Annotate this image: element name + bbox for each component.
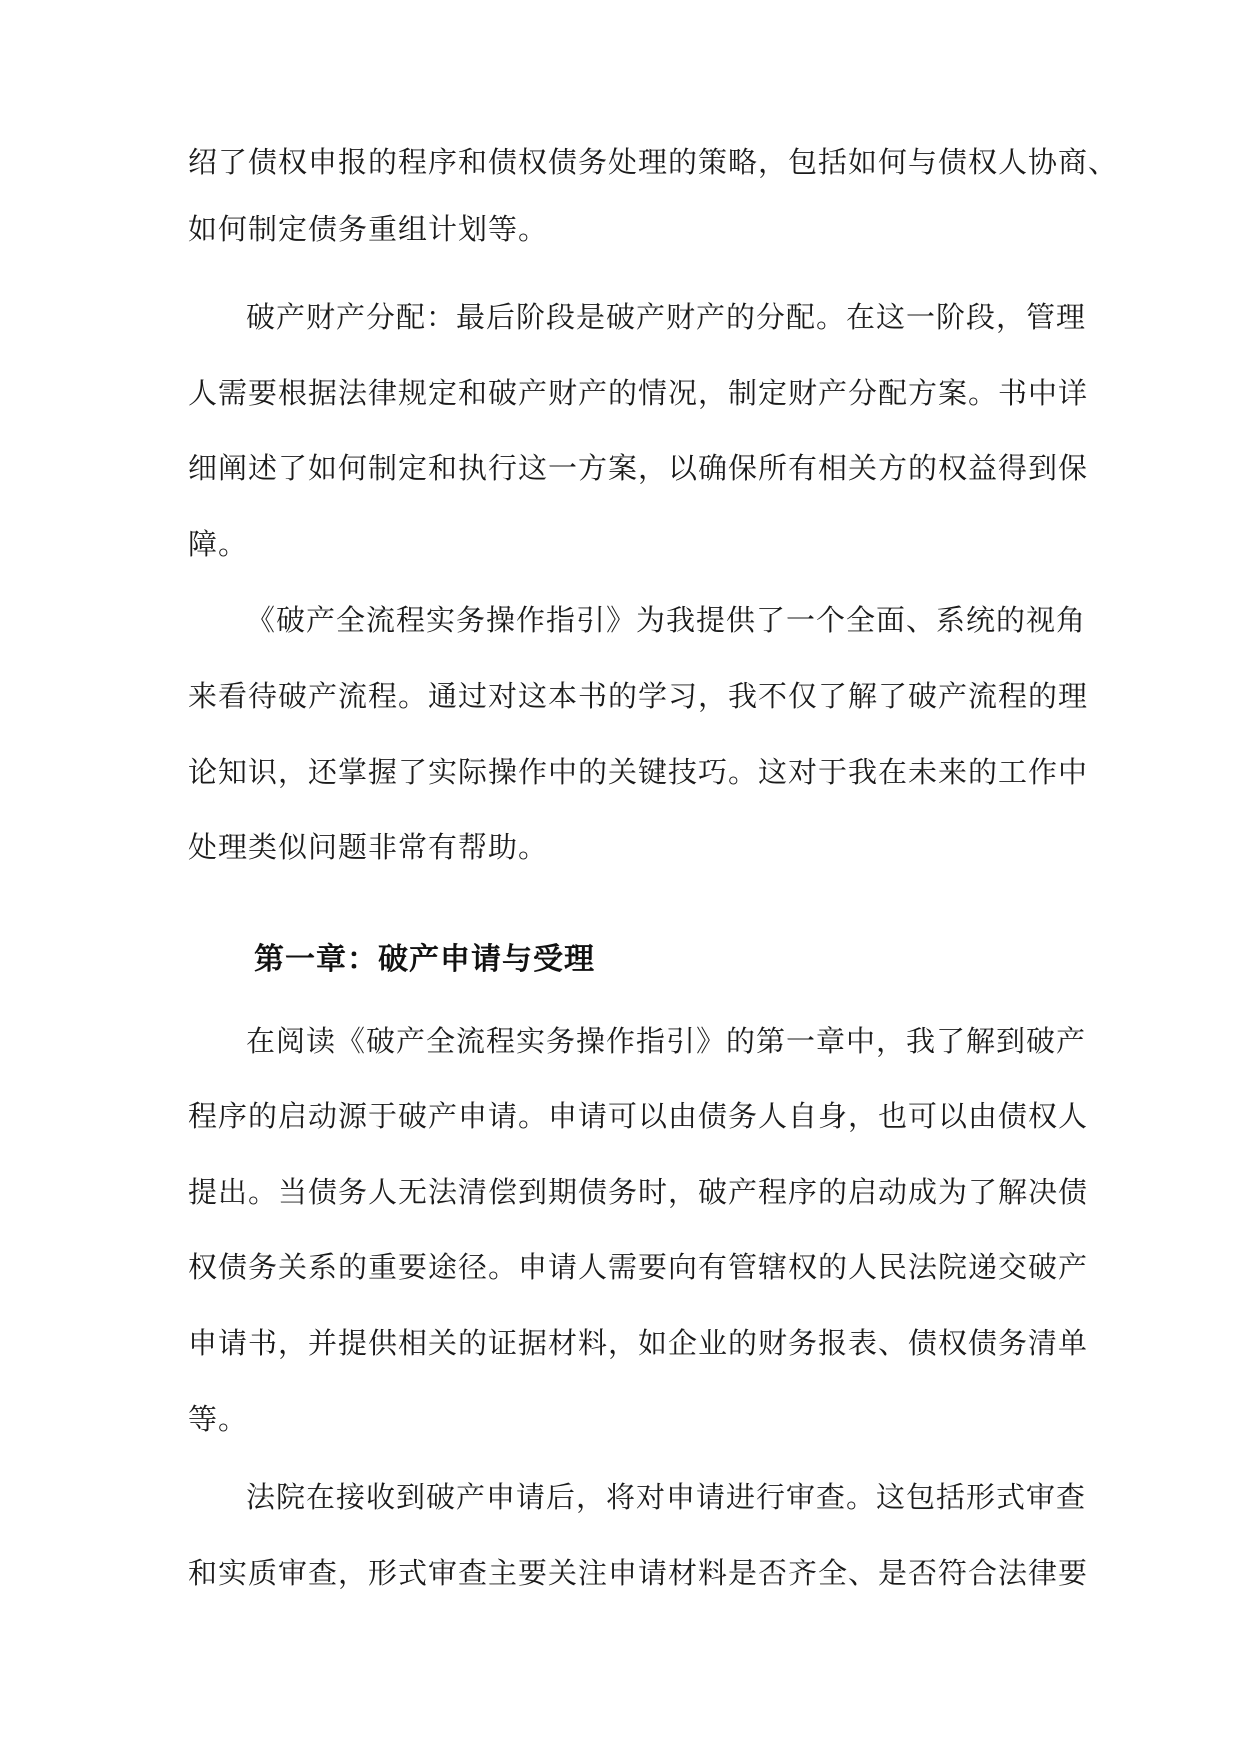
- paragraph-line: 如何制定债务重组计划等。: [188, 212, 549, 246]
- paragraph-line: 权债务关系的重要途径。申请人需要向有管辖权的人民法院递交破产: [188, 1250, 1089, 1284]
- paragraph-line: 法院在接收到破产申请后，将对申请进行审查。这包括形式审查: [246, 1480, 1087, 1514]
- paragraph-line: 绍了债权申报的程序和债权债务处理的策略，包括如何与债权人协商、: [188, 145, 1119, 179]
- paragraph-line: 申请书，并提供相关的证据材料，如企业的财务报表、债权债务清单: [188, 1326, 1089, 1360]
- paragraph-line: 在阅读《破产全流程实务操作指引》的第一章中，我了解到破产: [246, 1024, 1087, 1058]
- paragraph-line: 程序的启动源于破产申请。申请可以由债务人自身，也可以由债权人: [188, 1099, 1089, 1133]
- paragraph-line: 人需要根据法律规定和破产财产的情况，制定财产分配方案。书中详: [188, 376, 1089, 410]
- paragraph-line: 等。: [188, 1402, 249, 1436]
- chapter-heading: 第一章：破产申请与受理: [254, 942, 595, 977]
- paragraph-line: 细阐述了如何制定和执行这一方案，以确保所有相关方的权益得到保: [188, 451, 1089, 485]
- paragraph-line: 论知识，还掌握了实际操作中的关键技巧。这对于我在未来的工作中: [188, 755, 1089, 789]
- paragraph-line: 破产财产分配：最后阶段是破产财产的分配。在这一阶段，管理: [246, 300, 1087, 334]
- paragraph-line: 障。: [188, 527, 249, 561]
- paragraph-line: 和实质审查，形式审查主要关注申请材料是否齐全、是否符合法律要: [188, 1556, 1089, 1590]
- paragraph-line: 来看待破产流程。通过对这本书的学习，我不仅了解了破产流程的理: [188, 679, 1089, 713]
- paragraph-line: 处理类似问题非常有帮助。: [188, 830, 549, 864]
- paragraph-line: 提出。当债务人无法清偿到期债务时，破产程序的启动成为了解决债: [188, 1175, 1089, 1209]
- paragraph-line: 《破产全流程实务操作指引》为我提供了一个全面、系统的视角: [246, 603, 1087, 637]
